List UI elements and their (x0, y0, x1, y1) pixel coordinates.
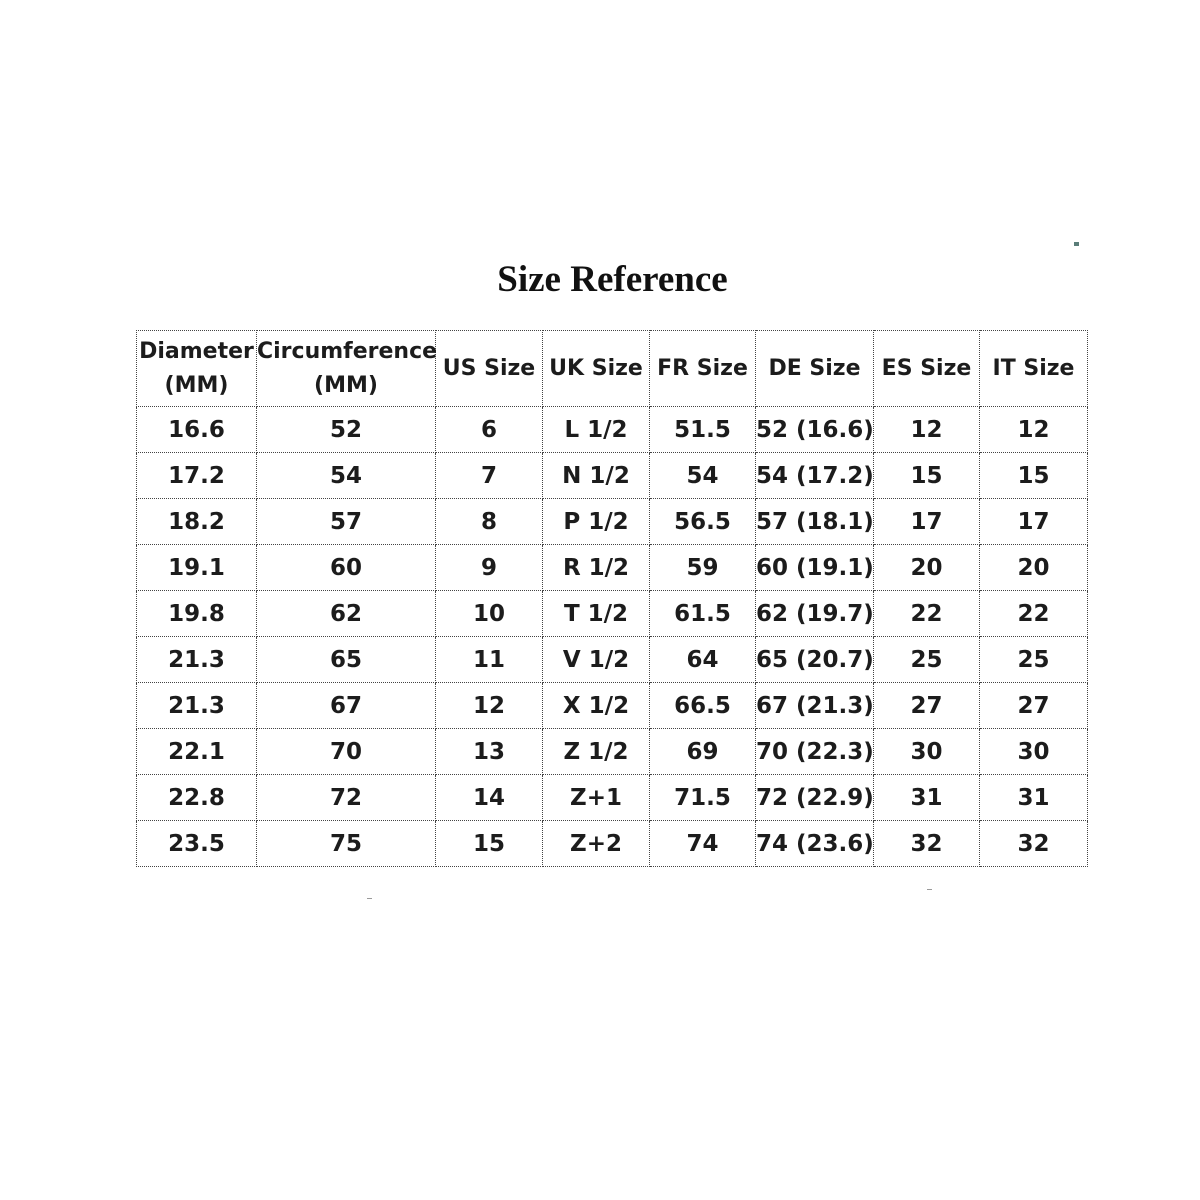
table-cell: 17 (980, 499, 1088, 545)
column-header-de-size: DE Size (756, 331, 874, 407)
table-cell: Z+2 (543, 821, 650, 867)
stray-speck (1074, 242, 1079, 246)
table-cell: 7 (436, 453, 543, 499)
table-cell: 6 (436, 407, 543, 453)
column-header-line: Circumference (257, 338, 438, 364)
size-reference-table (136, 330, 1088, 867)
table-cell: 11 (436, 637, 543, 683)
table-cell: X 1/2 (543, 683, 650, 729)
table-cell: 22 (874, 591, 980, 637)
table-cell: 8 (436, 499, 543, 545)
table-cell: 27 (874, 683, 980, 729)
table-cell: 65 (257, 637, 436, 683)
table-cell: N 1/2 (543, 453, 650, 499)
table-cell: 25 (874, 637, 980, 683)
table-cell: Z+1 (543, 775, 650, 821)
column-header-es-size: ES Size (874, 331, 980, 407)
table-cell: 75 (257, 821, 436, 867)
table-row (137, 407, 1088, 453)
table-cell: 72 (257, 775, 436, 821)
table-cell: 66.5 (650, 683, 756, 729)
table-cell: 62 (257, 591, 436, 637)
table-cell: 12 (436, 683, 543, 729)
table-cell: 16.6 (137, 407, 257, 453)
table-cell: 12 (980, 407, 1088, 453)
table-cell: 61.5 (650, 591, 756, 637)
table-row (137, 637, 1088, 683)
table-cell: 71.5 (650, 775, 756, 821)
table-cell: 21.3 (137, 637, 257, 683)
table-cell: 64 (650, 637, 756, 683)
table-cell: 15 (874, 453, 980, 499)
table-body (137, 407, 1088, 867)
table-cell: 67 (21.3) (756, 683, 874, 729)
table-cell: 54 (650, 453, 756, 499)
table-cell: 60 (257, 545, 436, 591)
table-cell: 18.2 (137, 499, 257, 545)
table-cell: 72 (22.9) (756, 775, 874, 821)
column-header-line: Diameter (139, 338, 254, 364)
table-cell: 14 (436, 775, 543, 821)
table-cell: 12 (874, 407, 980, 453)
table-cell: 54 (257, 453, 436, 499)
table-row (137, 545, 1088, 591)
table-cell: 19.8 (137, 591, 257, 637)
table-cell: 74 (23.6) (756, 821, 874, 867)
table-cell: Z 1/2 (543, 729, 650, 775)
table-cell: 70 (257, 729, 436, 775)
table-row (137, 591, 1088, 637)
table-cell: 17.2 (137, 453, 257, 499)
table-cell: 57 (257, 499, 436, 545)
stray-mark (367, 898, 372, 899)
table-cell: 67 (257, 683, 436, 729)
table-cell: 51.5 (650, 407, 756, 453)
table-cell: 22.1 (137, 729, 257, 775)
table-cell: 20 (874, 545, 980, 591)
table-cell: 54 (17.2) (756, 453, 874, 499)
table-cell: 23.5 (137, 821, 257, 867)
table-cell: 70 (22.3) (756, 729, 874, 775)
table-cell: 25 (980, 637, 1088, 683)
stray-mark (927, 889, 932, 890)
table-cell: 30 (980, 729, 1088, 775)
table-cell: 52 (257, 407, 436, 453)
table-cell: 15 (980, 453, 1088, 499)
table-cell: 30 (874, 729, 980, 775)
column-header-line: (MM) (164, 372, 229, 398)
table-cell: 9 (436, 545, 543, 591)
column-header-line: (MM) (314, 372, 378, 398)
table-cell: 20 (980, 545, 1088, 591)
column-header-uk-size: UK Size (543, 331, 650, 407)
table-header-row (137, 331, 1088, 407)
column-header-us-size: US Size (436, 331, 543, 407)
table-cell: P 1/2 (543, 499, 650, 545)
column-header-circumference (257, 331, 436, 407)
table-cell: 69 (650, 729, 756, 775)
table-cell: 21.3 (137, 683, 257, 729)
table-row (137, 729, 1088, 775)
table-cell: 31 (874, 775, 980, 821)
table-cell: 32 (980, 821, 1088, 867)
table-cell: 13 (436, 729, 543, 775)
table-cell: V 1/2 (543, 637, 650, 683)
table-cell: 31 (980, 775, 1088, 821)
table-cell: L 1/2 (543, 407, 650, 453)
column-header-fr-size: FR Size (650, 331, 756, 407)
column-header-it-size: IT Size (980, 331, 1088, 407)
table-cell: 19.1 (137, 545, 257, 591)
table-cell: 10 (436, 591, 543, 637)
table-cell: 22 (980, 591, 1088, 637)
table-cell: 65 (20.7) (756, 637, 874, 683)
table-cell: 59 (650, 545, 756, 591)
table-cell: 17 (874, 499, 980, 545)
page-title: Size Reference (497, 259, 728, 300)
table-cell: 22.8 (137, 775, 257, 821)
table-cell: 15 (436, 821, 543, 867)
table-row (137, 821, 1088, 867)
table-cell: 74 (650, 821, 756, 867)
table-cell: 32 (874, 821, 980, 867)
table-cell: 62 (19.7) (756, 591, 874, 637)
table-row (137, 499, 1088, 545)
table-row (137, 453, 1088, 499)
table-cell: 60 (19.1) (756, 545, 874, 591)
table-cell: T 1/2 (543, 591, 650, 637)
table-row (137, 683, 1088, 729)
table-cell: 52 (16.6) (756, 407, 874, 453)
column-header-diameter (137, 331, 257, 407)
table-row (137, 775, 1088, 821)
table-cell: 27 (980, 683, 1088, 729)
table-cell: 56.5 (650, 499, 756, 545)
table-cell: 57 (18.1) (756, 499, 874, 545)
table-cell: R 1/2 (543, 545, 650, 591)
